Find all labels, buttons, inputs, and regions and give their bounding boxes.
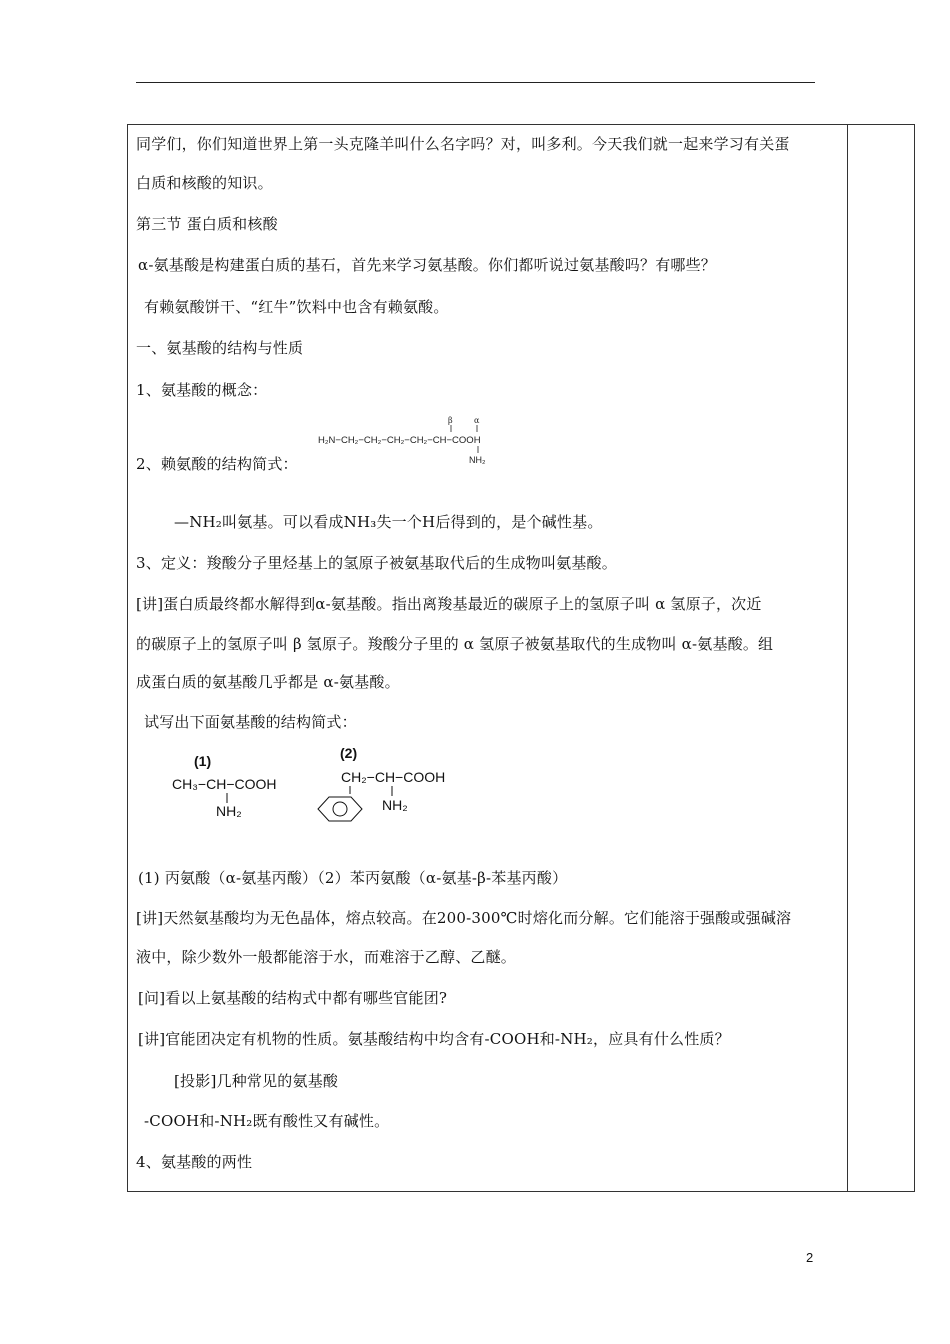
alpha-label: α <box>474 416 480 425</box>
lecture-properties-1: [讲]天然氨基酸均为无色晶体，熔点较高。在200-300℃时熔化而分解。它们能溶于强酸或强碱溶 <box>136 909 792 927</box>
exercise-answer: (1) 丙氨酸（α-氨基丙酸）（2）苯丙氨酸（α-氨基-β-苯基丙酸） <box>138 869 568 887</box>
lecture-properties-2: 液中，除少数外一般都能溶于水，而难溶于乙醇、乙醚。 <box>136 948 517 966</box>
lecture-line-3: 成蛋白质的氨基酸几乎都是 α-氨基酸。 <box>136 673 400 691</box>
lysine-chain: H₂N−CH₂−CH₂−CH₂−CH₂−CH−COOH <box>318 435 481 446</box>
lecture-line-2: 的碳原子上的氢原子叫 β 氢原子。羧酸分子里的 α 氢原子被氨基取代的生成物叫 α-氨基酸。组 <box>136 635 774 653</box>
header-rule <box>136 82 815 83</box>
lysine-structure-formula <box>318 412 548 468</box>
heading-structure-properties: 一、氨基酸的结构与性质 <box>136 339 304 357</box>
amino-group-note: —NH₂叫氨基。可以看成NH₃失一个H后得到的，是个碱性基。 <box>174 513 603 531</box>
page-number: 2 <box>806 1250 814 1265</box>
heading-amphoteric: 4、氨基酸的两性 <box>136 1153 253 1171</box>
question-functional-groups: [问]看以上氨基酸的结构式中都有哪些官能团? <box>138 989 448 1007</box>
intro-alpha-amino-acid: α-氨基酸是构建蛋白质的基石，首先来学习氨基酸。你们都听说过氨基酸吗？有哪些？ <box>138 256 717 274</box>
projection-note: [投影]几种常见的氨基酸 <box>174 1072 339 1090</box>
phenylalanine-amine: NH₂ <box>382 797 408 813</box>
exercise-prompt: 试写出下面氨基酸的结构简式： <box>144 713 357 731</box>
table-column-divider <box>847 124 848 1192</box>
alanine-structure-formula <box>168 748 308 822</box>
lecture-line-1: [讲]蛋白质最终都水解得到α-氨基酸。指出离羧基最近的碳原子上的氢原子叫 α 氢原子，次近 <box>136 595 762 613</box>
alanine-chain: CH₃−CH−COOH <box>172 776 277 792</box>
alanine-amine: NH₂ <box>216 803 242 819</box>
phenylalanine-number: (2) <box>340 745 358 761</box>
alanine-number: (1) <box>194 753 212 769</box>
amphoteric-note: -COOH和-NH₂既有酸性又有碱性。 <box>144 1112 390 1130</box>
heading-lysine-structure: 2、赖氨酸的结构简式： <box>136 455 298 473</box>
lysine-example: 有赖氨酸饼干、“红牛”饮料中也含有赖氨酸。 <box>144 298 449 316</box>
definition-line: 3、定义：羧酸分子里烃基上的氢原子被氨基取代后的生成物叫氨基酸。 <box>136 554 617 572</box>
benzene-ring-icon <box>318 797 362 821</box>
lecture-functional-groups: [讲]官能团决定有机物的性质。氨基酸结构中均含有-COOH和-NH₂，应具有什么性质？ <box>138 1030 730 1048</box>
beta-label: β <box>448 416 453 425</box>
section-title: 第三节 蛋白质和核酸 <box>136 215 278 233</box>
phenylalanine-chain: CH₂−CH−COOH <box>341 769 446 785</box>
phenylalanine-structure-formula <box>314 740 474 828</box>
intro-line-1: 同学们，你们知道世界上第一头克隆羊叫什么名字吗？对，叫多利。今天我们就一起来学习有关蛋 <box>136 135 790 153</box>
lysine-amine: NH₂ <box>469 455 486 465</box>
heading-concept: 1、氨基酸的概念： <box>136 381 268 399</box>
intro-line-2: 白质和核酸的知识。 <box>136 174 273 192</box>
